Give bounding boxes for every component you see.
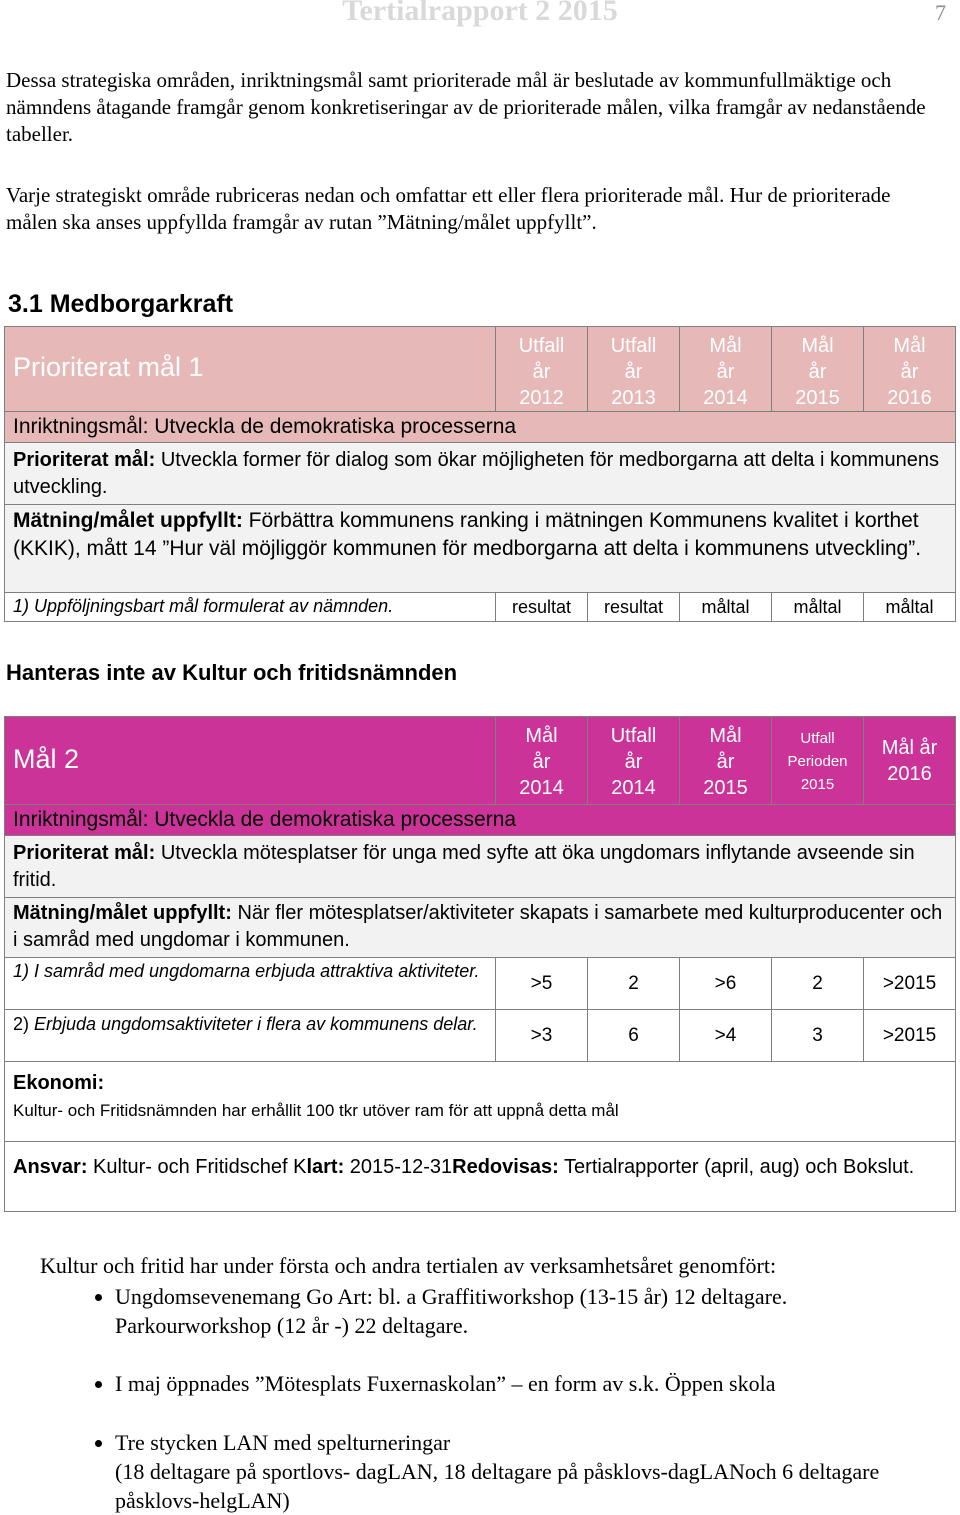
col-header-5: Mål år 2016 xyxy=(864,717,956,805)
value-cell: 2 xyxy=(772,958,864,1010)
value-cell: >4 xyxy=(680,1010,772,1062)
section-heading: 3.1 Medborgarkraft xyxy=(8,290,234,318)
value-cell: >3 xyxy=(496,1010,588,1062)
goal-title-cell xyxy=(5,717,496,805)
followup-row-label: 1) Uppföljningsbart mål formulerat av nämnden. xyxy=(5,593,496,622)
ekonomi-row: Ekonomi: Kultur- och Fritidsnämnden har erhållit 100 tkr utöver ram för att uppnå detta mål xyxy=(5,1062,956,1142)
goal-title: Mål 2 xyxy=(13,743,80,774)
value-cell: >5 xyxy=(496,958,588,1010)
list-item: • I maj öppnades ”Mötesplats Fuxernaskolan” – en form av s.k. Öppen skola xyxy=(115,1369,960,1398)
value-cell: 2 xyxy=(588,958,680,1010)
col-header-4: Mål år 2015 xyxy=(772,327,864,412)
goal-table-1 xyxy=(4,326,956,622)
value-cell: 3 xyxy=(772,1010,864,1062)
bullet-list xyxy=(70,1282,960,1340)
col-header-3: Mål år 2015 xyxy=(680,717,772,805)
handled-note: Hanteras inte av Kultur och fritidsnämnden xyxy=(6,660,458,685)
value-cell: 6 xyxy=(588,1010,680,1062)
intro-paragraph-2: Varje strategiskt område rubriceras nedan och omfattar ett eller flera prioriterade mål. Hur de prioriterade målen ska anses uppfyllda framgår av rutan ”Mätning/målet uppfyllt”. xyxy=(6,183,891,234)
col-header-3: Mål år 2014 xyxy=(680,327,772,412)
col-header-2: Utfall år 2013 xyxy=(588,327,680,412)
col-header-4: Utfall Perioden 2015 xyxy=(772,717,864,805)
matning-row: Mätning/målet uppfyllt: Förbättra kommunens ranking i mätningen Kommunens kvalitet i korthet (KKIK), mått 14 ”Hur väl möjliggör kommunen för medborgarna att delta i kommunens utveckling”. xyxy=(5,505,956,593)
page-number: 7 xyxy=(935,0,946,25)
value-cell: måltal xyxy=(864,593,956,622)
col-header-2: Utfall år 2014 xyxy=(588,717,680,805)
summary-intro: Kultur och fritid har under första och andra tertialen av verksamhetsåret genomfört: xyxy=(40,1253,777,1278)
matning-row: Mätning/målet uppfyllt: När fler mötesplatser/aktiviteter skapats i samarbete med kulturproducenter och i samråd med ungdomar i kommunen. xyxy=(5,898,956,958)
prioriterat-mal-row: Prioriterat mål: Utveckla former för dialog som ökar möjligheten för medborgarna att delta i kommunens utveckling. xyxy=(5,443,956,505)
report-title: Tertialrapport 2 2015 xyxy=(342,0,618,27)
col-header-1: Utfall år 2012 xyxy=(496,327,588,412)
bullet-list xyxy=(70,1428,960,1515)
list-item: • Ungdomsevenemang Go Art: bl. a Graffitiworkshop (13-15 år) 12 deltagare. Parkourworkshop (12 år -) 22 deltagare. xyxy=(115,1282,960,1340)
goal-title: Prioriterat mål 1 xyxy=(13,352,204,382)
col-header-1: Mål år 2014 xyxy=(496,717,588,805)
list-item: • Tre stycken LAN med spelturneringar (18 deltagare på sportlovs- dagLAN, 18 deltagare på påsklovs-dagLANoch 6 deltagare påsklovs-helgLAN) xyxy=(115,1428,960,1515)
goal-table-2 xyxy=(4,716,956,1212)
prioriterat-mal-row: Prioriterat mål: Utveckla mötesplatser för unga med syfte att öka ungdomars inflytande avseende sin fritid. xyxy=(5,836,956,898)
value-cell: >2015 xyxy=(864,958,956,1010)
value-cell: >2015 xyxy=(864,1010,956,1062)
value-cell: måltal xyxy=(680,593,772,622)
intro-paragraph-1: Dessa strategiska områden, inriktningsmål samt prioriterade mål är beslutade av kommunfullmäktige och nämndens åtagande framgår genom konkretiseringar av de prioriterade målen, vilka framgår av nedanstående tabeller. xyxy=(6,68,926,146)
ansvar-row: Ansvar: Kultur- och Fritidschef Klart: 2015-12-31Redovisas: Tertialrapporter (april, aug) och Bokslut. xyxy=(5,1142,956,1212)
inriktningsmal-row: Inriktningsmål: Utveckla de demokratiska processerna xyxy=(5,412,956,443)
activity-row-1-label: 1) I samråd med ungdomarna erbjuda attraktiva aktiviteter. xyxy=(5,958,496,1010)
goal-title-cell xyxy=(5,327,496,412)
bullet-list xyxy=(70,1369,960,1398)
value-cell: måltal xyxy=(772,593,864,622)
value-cell: >6 xyxy=(680,958,772,1010)
value-cell: resultat xyxy=(496,593,588,622)
col-header-5: Mål år 2016 xyxy=(864,327,956,412)
inriktningsmal-row: Inriktningsmål: Utveckla de demokratiska processerna xyxy=(5,805,956,836)
activity-row-2-label: 2) Erbjuda ungdomsaktiviteter i flera av kommunens delar. xyxy=(5,1010,496,1062)
value-cell: resultat xyxy=(588,593,680,622)
